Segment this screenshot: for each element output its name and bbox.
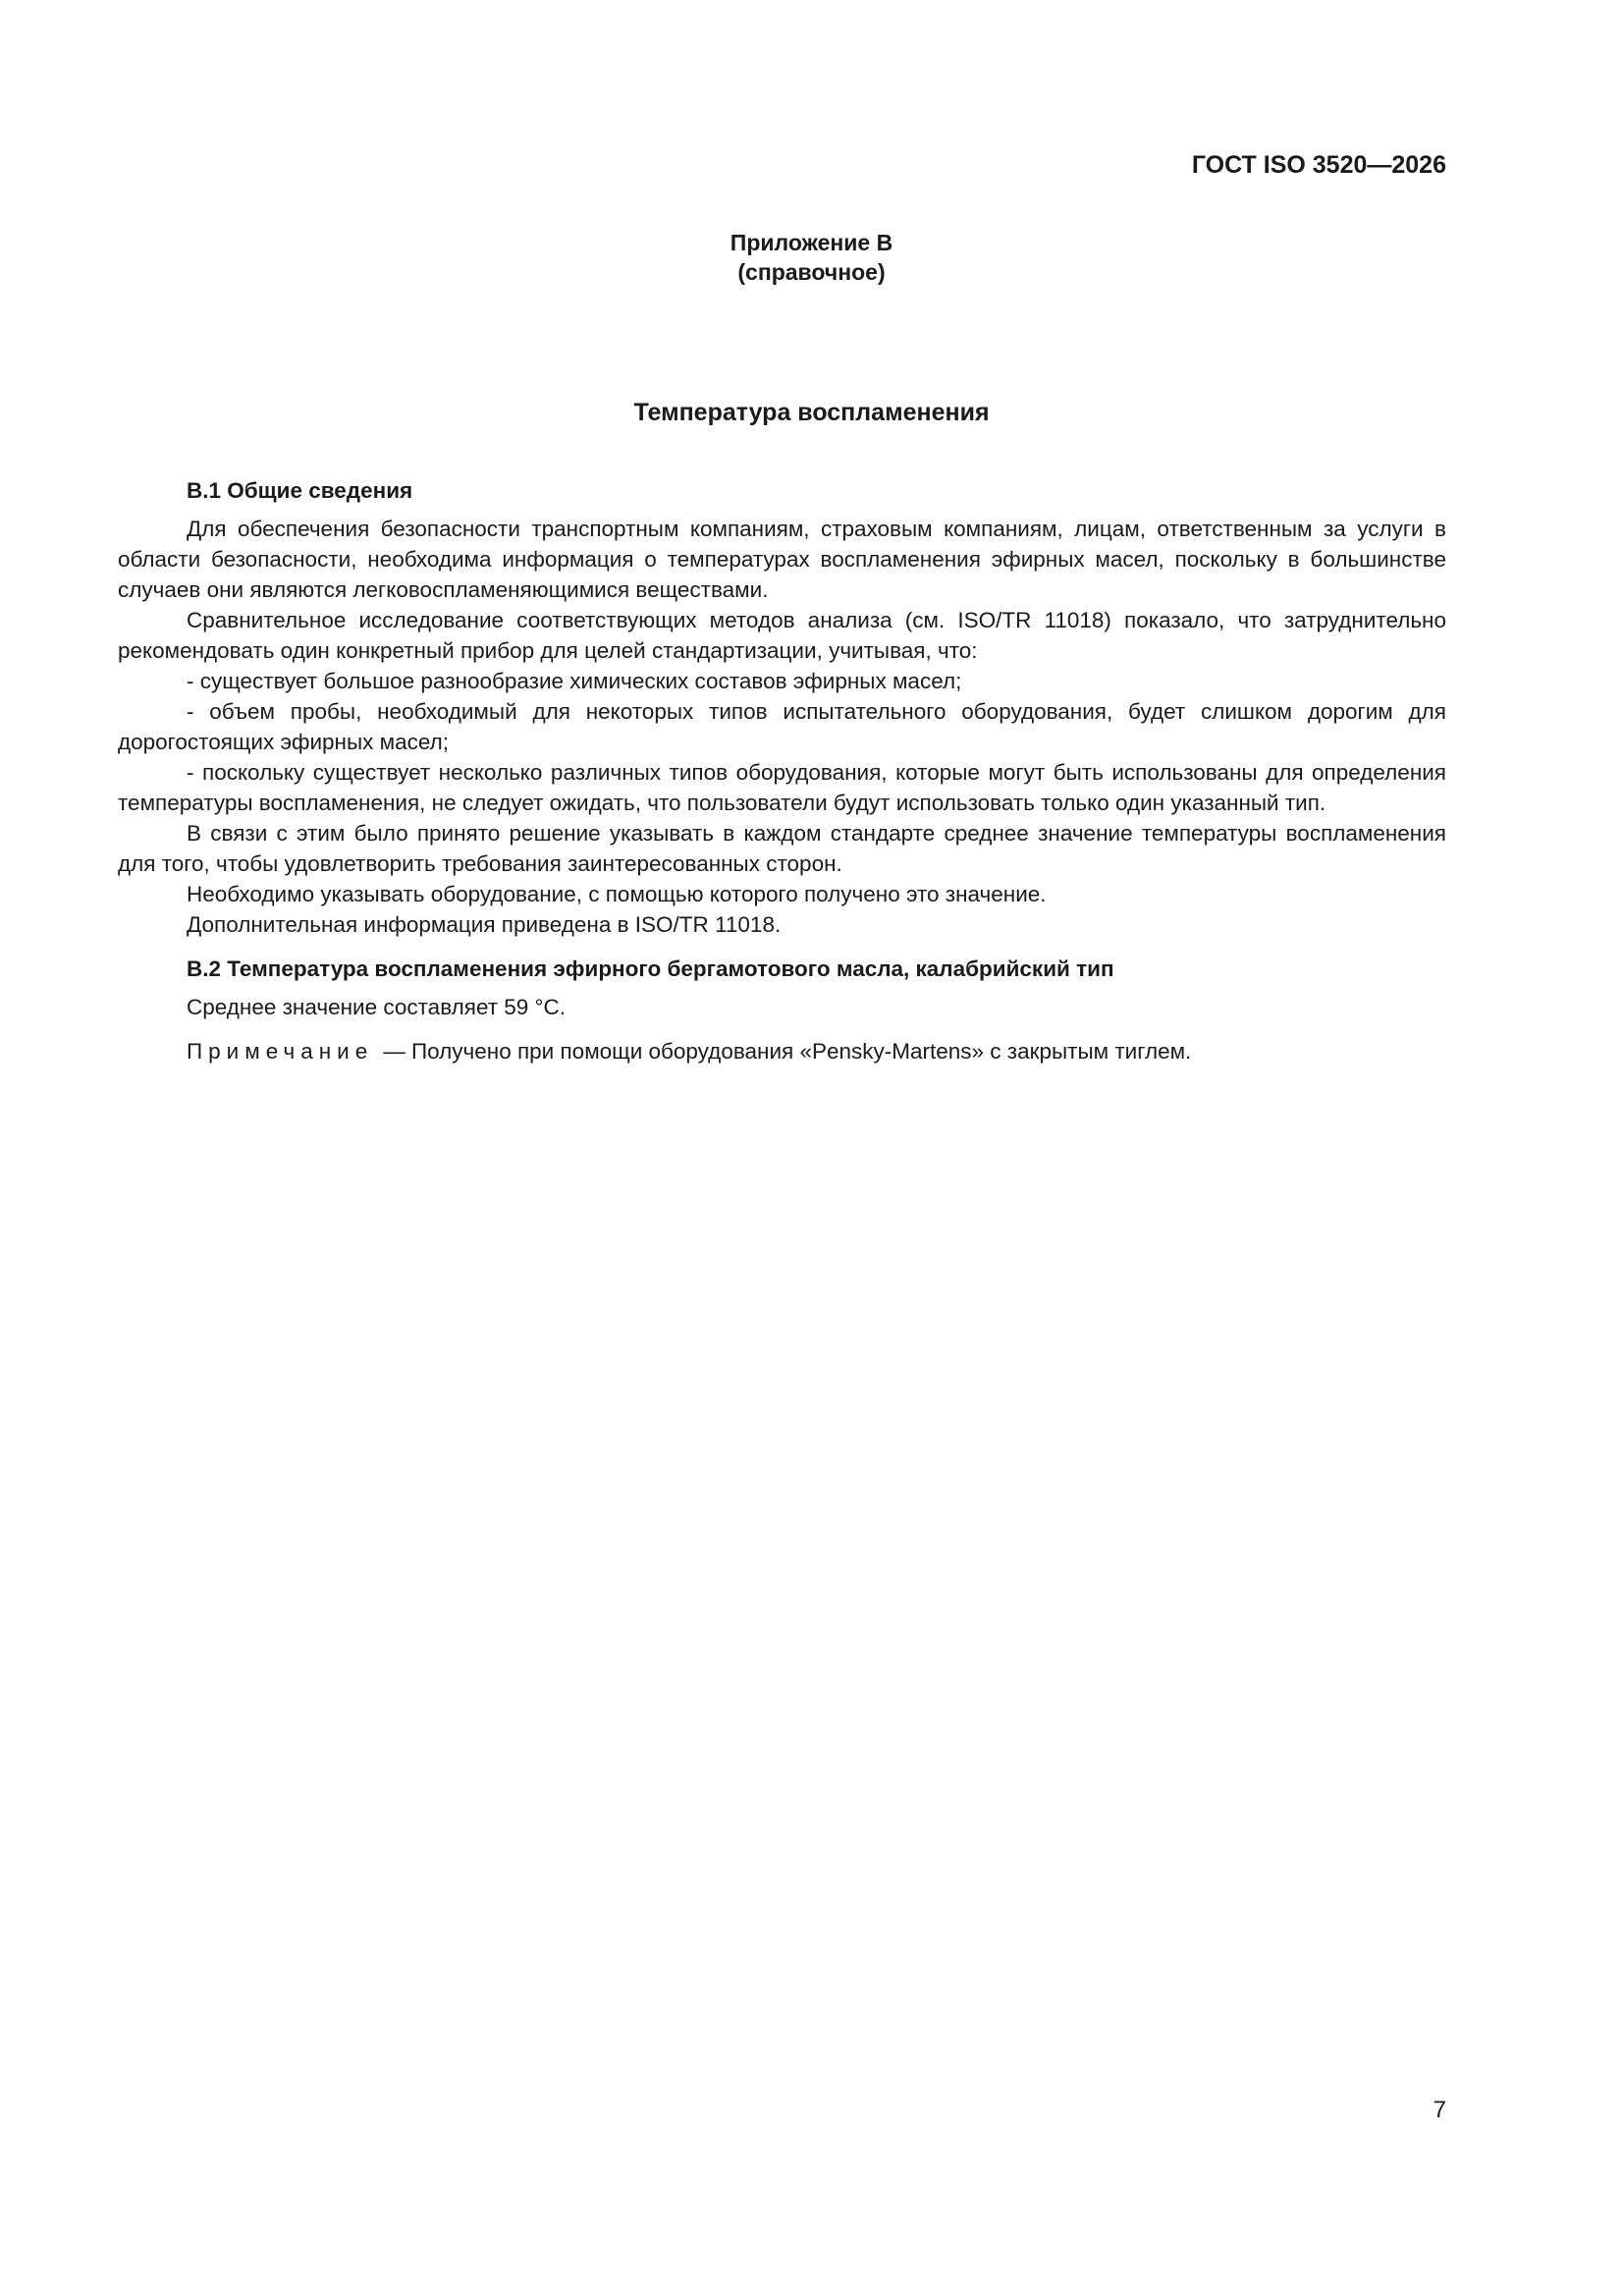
- document-body: [118, 475, 1446, 1066]
- document-identifier: ГОСТ ISO 3520—2026: [1191, 151, 1446, 179]
- paragraph: Дополнительная информация приведена в ISO/TR 11018.: [187, 912, 782, 937]
- list-item: - существует большое разнообразие химических составов эфирных масел;: [187, 669, 962, 693]
- note-text: — Получено при помощи оборудования «Pensky-Martens» с закрытым тиглем.: [383, 1039, 1192, 1064]
- paragraph: Необходимо указывать оборудование, с помощью которого получено это значение.: [187, 882, 1047, 906]
- value-statement: Среднее значение составляет 59 °С.: [187, 995, 567, 1019]
- note: [118, 1036, 1446, 1066]
- page-title: Температура воспламенения: [633, 399, 990, 426]
- annex-status: (справочное): [737, 259, 886, 285]
- page-number: 7: [1433, 2097, 1446, 2123]
- note-label: Примечание: [187, 1039, 374, 1064]
- annex-title: Приложение В: [730, 230, 893, 255]
- list-item: - поскольку существует несколько различных типов оборудования, которые могут быть использованы для определения температуры воспламенения, не следует ожидать, что пользователи будут использовать только один указанный тип.: [118, 760, 1446, 815]
- paragraph: Сравнительное исследование соответствующих методов анализа (см. ISO/TR 11018) показало, что затруднительно рекомендовать один конкретный прибор для целей стандартизации, учитывая, что:: [118, 608, 1446, 663]
- paragraph: Для обеспечения безопасности транспортным компаниям, страховым компаниям, лицам, ответственным за услуги в области безопасности, необходима информация о температурах воспламенения эфирных масел, поскольку в большинстве случаев они являются легковоспламеняющимися веществами.: [118, 517, 1446, 602]
- paragraph: В связи с этим было принято решение указывать в каждом стандарте среднее значение температуры воспламенения для того, чтобы удовлетворить требования заинтересованных сторон.: [118, 821, 1446, 876]
- section-2-heading: В.2 Температура воспламенения эфирного бергамотового масла, калабрийский тип: [187, 957, 1114, 981]
- section-1-heading: В.1 Общие сведения: [187, 478, 413, 503]
- list-item: - объем пробы, необходимый для некоторых типов испытательного оборудования, будет слишком дорогим для дорогостоящих эфирных масел;: [118, 699, 1446, 754]
- annex-heading: [0, 228, 1623, 287]
